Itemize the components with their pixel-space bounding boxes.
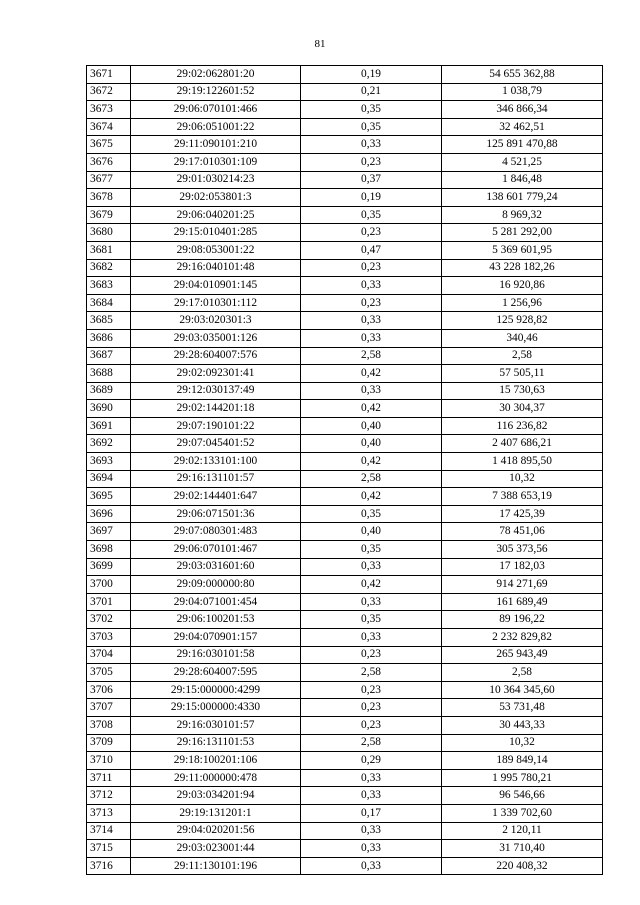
cadastral-number-cell: 29:11:090101:210 <box>131 136 301 154</box>
rate-cell: 0,23 <box>301 681 442 699</box>
rate-cell: 0,42 <box>301 576 442 594</box>
cadastral-number-cell: 29:04:071001:454 <box>131 593 301 611</box>
rate-cell: 0,35 <box>301 118 442 136</box>
cadastral-number-cell: 29:16:040101:48 <box>131 259 301 277</box>
row-number-cell: 3712 <box>87 787 131 805</box>
cadastral-number-cell: 29:07:080301:483 <box>131 523 301 541</box>
table-row <box>87 171 603 189</box>
cadastral-number-cell: 29:03:020301:3 <box>131 312 301 330</box>
rate-cell: 0,23 <box>301 294 442 312</box>
value-cell: 340,46 <box>442 329 603 347</box>
rate-cell: 0,23 <box>301 699 442 717</box>
table-row <box>87 804 603 822</box>
table-row <box>87 787 603 805</box>
row-number-cell: 3682 <box>87 259 131 277</box>
table-row <box>87 769 603 787</box>
row-number-cell: 3696 <box>87 505 131 523</box>
row-number-cell: 3688 <box>87 365 131 383</box>
table-row <box>87 277 603 295</box>
value-cell: 10,32 <box>442 734 603 752</box>
row-number-cell: 3675 <box>87 136 131 154</box>
rate-cell: 0,35 <box>301 611 442 629</box>
cadastral-number-cell: 29:28:604007:595 <box>131 664 301 682</box>
value-cell: 2,58 <box>442 347 603 365</box>
value-cell: 43 228 182,26 <box>442 259 603 277</box>
row-number-cell: 3679 <box>87 206 131 224</box>
cadastral-number-cell: 29:03:035001:126 <box>131 329 301 347</box>
cadastral-number-cell: 29:11:000000:478 <box>131 769 301 787</box>
rate-cell: 0,33 <box>301 769 442 787</box>
table-row <box>87 382 603 400</box>
rate-cell: 0,42 <box>301 400 442 418</box>
cadastral-number-cell: 29:02:144401:647 <box>131 488 301 506</box>
cadastral-number-cell: 29:06:070101:467 <box>131 541 301 559</box>
row-number-cell: 3700 <box>87 576 131 594</box>
cadastral-value-table <box>86 65 603 875</box>
row-number-cell: 3683 <box>87 277 131 295</box>
value-cell: 17 182,03 <box>442 558 603 576</box>
rate-cell: 0,42 <box>301 488 442 506</box>
value-cell: 1 038,79 <box>442 83 603 101</box>
value-cell: 31 710,40 <box>442 840 603 858</box>
cadastral-number-cell: 29:15:010401:285 <box>131 224 301 242</box>
value-cell: 5 281 292,00 <box>442 224 603 242</box>
row-number-cell: 3685 <box>87 312 131 330</box>
value-cell: 78 451,06 <box>442 523 603 541</box>
rate-cell: 0,23 <box>301 153 442 171</box>
cadastral-number-cell: 29:19:122601:52 <box>131 83 301 101</box>
row-number-cell: 3691 <box>87 417 131 435</box>
row-number-cell: 3677 <box>87 171 131 189</box>
value-cell: 5 369 601,95 <box>442 241 603 259</box>
row-number-cell: 3707 <box>87 699 131 717</box>
rate-cell: 0,29 <box>301 752 442 770</box>
value-cell: 8 969,32 <box>442 206 603 224</box>
rate-cell: 0,42 <box>301 453 442 471</box>
rate-cell: 0,23 <box>301 224 442 242</box>
table-row <box>87 523 603 541</box>
cadastral-number-cell: 29:03:034201:94 <box>131 787 301 805</box>
row-number-cell: 3713 <box>87 804 131 822</box>
table-row <box>87 752 603 770</box>
table-row <box>87 664 603 682</box>
rate-cell: 0,19 <box>301 66 442 84</box>
page-number: 81 <box>314 38 326 50</box>
cadastral-number-cell: 29:11:130101:196 <box>131 857 301 875</box>
cadastral-number-cell: 29:16:131101:57 <box>131 470 301 488</box>
row-number-cell: 3687 <box>87 347 131 365</box>
row-number-cell: 3705 <box>87 664 131 682</box>
cadastral-number-cell: 29:02:133101:100 <box>131 453 301 471</box>
table-row <box>87 453 603 471</box>
row-number-cell: 3678 <box>87 189 131 207</box>
table-row <box>87 488 603 506</box>
value-cell: 4 521,25 <box>442 153 603 171</box>
row-number-cell: 3702 <box>87 611 131 629</box>
value-cell: 138 601 779,24 <box>442 189 603 207</box>
value-cell: 2 120,11 <box>442 822 603 840</box>
table-row <box>87 593 603 611</box>
rate-cell: 0,33 <box>301 312 442 330</box>
table-row <box>87 189 603 207</box>
value-cell: 16 920,86 <box>442 277 603 295</box>
cadastral-number-cell: 29:15:000000:4299 <box>131 681 301 699</box>
table-row <box>87 576 603 594</box>
row-number-cell: 3699 <box>87 558 131 576</box>
table-row <box>87 646 603 664</box>
table-row <box>87 153 603 171</box>
value-cell: 54 655 362,88 <box>442 66 603 84</box>
row-number-cell: 3681 <box>87 241 131 259</box>
row-number-cell: 3680 <box>87 224 131 242</box>
table-row <box>87 470 603 488</box>
row-number-cell: 3690 <box>87 400 131 418</box>
rate-cell: 0,17 <box>301 804 442 822</box>
rate-cell: 0,33 <box>301 593 442 611</box>
row-number-cell: 3715 <box>87 840 131 858</box>
cadastral-number-cell: 29:06:051001:22 <box>131 118 301 136</box>
cadastral-number-cell: 29:17:010301:112 <box>131 294 301 312</box>
value-cell: 265 943,49 <box>442 646 603 664</box>
table-row <box>87 840 603 858</box>
rate-cell: 0,33 <box>301 329 442 347</box>
row-number-cell: 3709 <box>87 734 131 752</box>
rate-cell: 0,33 <box>301 382 442 400</box>
row-number-cell: 3671 <box>87 66 131 84</box>
value-cell: 125 928,82 <box>442 312 603 330</box>
table-row <box>87 417 603 435</box>
row-number-cell: 3706 <box>87 681 131 699</box>
cadastral-number-cell: 29:08:053001:22 <box>131 241 301 259</box>
row-number-cell: 3684 <box>87 294 131 312</box>
cadastral-number-cell: 29:28:604007:576 <box>131 347 301 365</box>
row-number-cell: 3704 <box>87 646 131 664</box>
rate-cell: 2,58 <box>301 734 442 752</box>
value-cell: 116 236,82 <box>442 417 603 435</box>
table-row <box>87 822 603 840</box>
rate-cell: 0,33 <box>301 857 442 875</box>
rate-cell: 0,21 <box>301 83 442 101</box>
rate-cell: 0,35 <box>301 505 442 523</box>
row-number-cell: 3697 <box>87 523 131 541</box>
table-row <box>87 224 603 242</box>
row-number-cell: 3714 <box>87 822 131 840</box>
rate-cell: 0,35 <box>301 206 442 224</box>
value-cell: 30 443,33 <box>442 716 603 734</box>
rate-cell: 0,23 <box>301 259 442 277</box>
table-row <box>87 400 603 418</box>
value-cell: 2 232 829,82 <box>442 629 603 647</box>
cadastral-number-cell: 29:01:030214:23 <box>131 171 301 189</box>
cadastral-number-cell: 29:16:030101:58 <box>131 646 301 664</box>
cadastral-number-cell: 29:02:053801:3 <box>131 189 301 207</box>
value-cell: 1 339 702,60 <box>442 804 603 822</box>
value-cell: 189 849,14 <box>442 752 603 770</box>
value-cell: 96 546,66 <box>442 787 603 805</box>
cadastral-number-cell: 29:18:100201:106 <box>131 752 301 770</box>
value-cell: 53 731,48 <box>442 699 603 717</box>
value-cell: 1 995 780,21 <box>442 769 603 787</box>
value-cell: 914 271,69 <box>442 576 603 594</box>
rate-cell: 0,35 <box>301 541 442 559</box>
table-row <box>87 83 603 101</box>
row-number-cell: 3703 <box>87 629 131 647</box>
table-row <box>87 629 603 647</box>
table-row <box>87 118 603 136</box>
value-cell: 125 891 470,88 <box>442 136 603 154</box>
cadastral-number-cell: 29:06:040201:25 <box>131 206 301 224</box>
value-cell: 7 388 653,19 <box>442 488 603 506</box>
table-row <box>87 294 603 312</box>
row-number-cell: 3711 <box>87 769 131 787</box>
table-body <box>87 66 603 875</box>
value-cell: 220 408,32 <box>442 857 603 875</box>
cadastral-number-cell: 29:06:100201:53 <box>131 611 301 629</box>
rate-cell: 0,42 <box>301 365 442 383</box>
cadastral-number-cell: 29:04:010901:145 <box>131 277 301 295</box>
table-row <box>87 505 603 523</box>
value-cell: 15 730,63 <box>442 382 603 400</box>
rate-cell: 0,40 <box>301 417 442 435</box>
cadastral-number-cell: 29:07:045401:52 <box>131 435 301 453</box>
rate-cell: 0,33 <box>301 822 442 840</box>
cadastral-number-cell: 29:02:092301:41 <box>131 365 301 383</box>
table-row <box>87 259 603 277</box>
row-number-cell: 3672 <box>87 83 131 101</box>
table-row <box>87 716 603 734</box>
table-row <box>87 611 603 629</box>
cadastral-number-cell: 29:17:010301:109 <box>131 153 301 171</box>
table-row <box>87 136 603 154</box>
table-row <box>87 558 603 576</box>
cadastral-number-cell: 29:03:031601:60 <box>131 558 301 576</box>
value-cell: 161 689,49 <box>442 593 603 611</box>
cadastral-number-cell: 29:02:144201:18 <box>131 400 301 418</box>
table-row <box>87 541 603 559</box>
value-cell: 89 196,22 <box>442 611 603 629</box>
cadastral-number-cell: 29:06:071501:36 <box>131 505 301 523</box>
value-cell: 17 425,39 <box>442 505 603 523</box>
rate-cell: 0,40 <box>301 523 442 541</box>
row-number-cell: 3708 <box>87 716 131 734</box>
table-row <box>87 681 603 699</box>
value-cell: 2 407 686,21 <box>442 435 603 453</box>
value-cell: 346 866,34 <box>442 101 603 119</box>
rate-cell: 0,23 <box>301 646 442 664</box>
cadastral-number-cell: 29:16:131101:53 <box>131 734 301 752</box>
row-number-cell: 3686 <box>87 329 131 347</box>
cadastral-number-cell: 29:09:000000:80 <box>131 576 301 594</box>
row-number-cell: 3673 <box>87 101 131 119</box>
rate-cell: 0,37 <box>301 171 442 189</box>
table-row <box>87 699 603 717</box>
rate-cell: 2,58 <box>301 470 442 488</box>
cadastral-number-cell: 29:19:131201:1 <box>131 804 301 822</box>
cadastral-number-cell: 29:04:020201:56 <box>131 822 301 840</box>
rate-cell: 0,23 <box>301 716 442 734</box>
value-cell: 305 373,56 <box>442 541 603 559</box>
row-number-cell: 3693 <box>87 453 131 471</box>
table-row <box>87 734 603 752</box>
table-row <box>87 312 603 330</box>
value-cell: 32 462,51 <box>442 118 603 136</box>
row-number-cell: 3674 <box>87 118 131 136</box>
table-row <box>87 241 603 259</box>
rate-cell: 0,33 <box>301 277 442 295</box>
rate-cell: 0,33 <box>301 787 442 805</box>
value-cell: 2,58 <box>442 664 603 682</box>
table-row <box>87 66 603 84</box>
table-row <box>87 435 603 453</box>
row-number-cell: 3716 <box>87 857 131 875</box>
row-number-cell: 3692 <box>87 435 131 453</box>
table-row <box>87 857 603 875</box>
cadastral-number-cell: 29:12:030137:49 <box>131 382 301 400</box>
value-cell: 57 505,11 <box>442 365 603 383</box>
rate-cell: 0,35 <box>301 101 442 119</box>
rate-cell: 0,33 <box>301 136 442 154</box>
rate-cell: 2,58 <box>301 664 442 682</box>
table-row <box>87 365 603 383</box>
rate-cell: 0,40 <box>301 435 442 453</box>
row-number-cell: 3694 <box>87 470 131 488</box>
cadastral-number-cell: 29:16:030101:57 <box>131 716 301 734</box>
rate-cell: 0,33 <box>301 629 442 647</box>
rate-cell: 2,58 <box>301 347 442 365</box>
table-row <box>87 206 603 224</box>
row-number-cell: 3689 <box>87 382 131 400</box>
cadastral-number-cell: 29:03:023001:44 <box>131 840 301 858</box>
cadastral-number-cell: 29:04:070901:157 <box>131 629 301 647</box>
cadastral-number-cell: 29:06:070101:466 <box>131 101 301 119</box>
table-row <box>87 347 603 365</box>
rate-cell: 0,33 <box>301 840 442 858</box>
row-number-cell: 3676 <box>87 153 131 171</box>
value-cell: 10 364 345,60 <box>442 681 603 699</box>
row-number-cell: 3710 <box>87 752 131 770</box>
rate-cell: 0,19 <box>301 189 442 207</box>
value-cell: 1 846,48 <box>442 171 603 189</box>
rate-cell: 0,33 <box>301 558 442 576</box>
rate-cell: 0,47 <box>301 241 442 259</box>
cadastral-number-cell: 29:02:062801:20 <box>131 66 301 84</box>
cadastral-number-cell: 29:15:000000:4330 <box>131 699 301 717</box>
table-row <box>87 101 603 119</box>
value-cell: 1 256,96 <box>442 294 603 312</box>
value-cell: 10,32 <box>442 470 603 488</box>
row-number-cell: 3701 <box>87 593 131 611</box>
table-row <box>87 329 603 347</box>
value-cell: 1 418 895,50 <box>442 453 603 471</box>
cadastral-number-cell: 29:07:190101:22 <box>131 417 301 435</box>
value-cell: 30 304,37 <box>442 400 603 418</box>
row-number-cell: 3695 <box>87 488 131 506</box>
row-number-cell: 3698 <box>87 541 131 559</box>
